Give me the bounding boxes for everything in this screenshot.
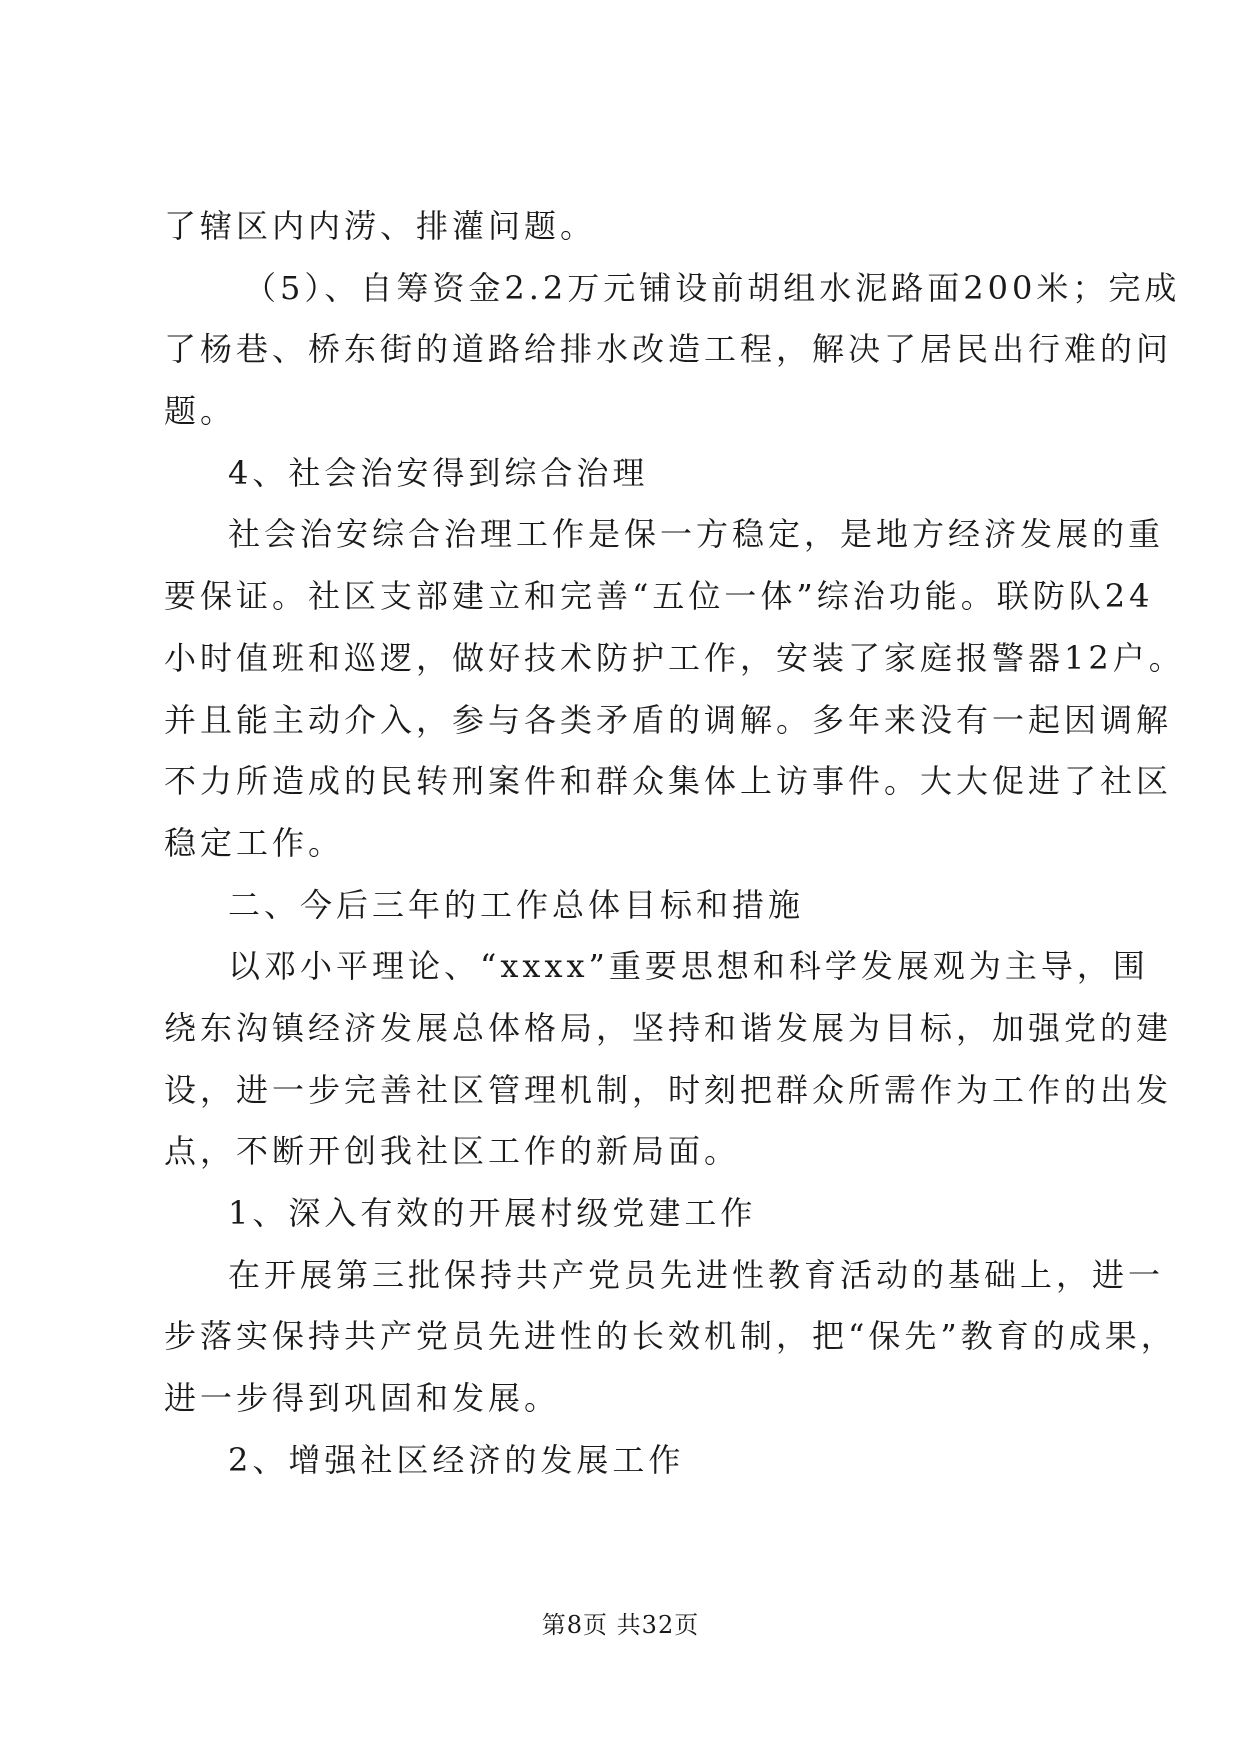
paragraph-line: 了杨巷、桥东街的道路给排水改造工程，解决了居民出行难的问 — [164, 330, 1173, 369]
document-body — [164, 196, 1185, 1491]
paragraph-line: 题。 — [164, 392, 237, 431]
section-heading: 二、今后三年的工作总体目标和措施 — [228, 885, 805, 924]
paragraph-line: （5）、自筹资金2.2万元铺设前胡组水泥路面200米；完成 — [244, 268, 1181, 307]
section-heading: 4、社会治安得到综合治理 — [228, 453, 649, 492]
section-heading: 2、增强社区经济的发展工作 — [228, 1440, 685, 1479]
paragraph-line: 进一步得到巩固和发展。 — [164, 1379, 561, 1418]
paragraph-line: 不力所造成的民转刑案件和群众集体上访事件。大大促进了社区 — [164, 762, 1173, 801]
paragraph-line: 了辖区内内涝、排灌问题。 — [164, 207, 597, 245]
section-heading: 1、深入有效的开展村级党建工作 — [228, 1194, 757, 1232]
paragraph-line: 社会治安综合治理工作是保一方稳定，是地方经济发展的重 — [228, 515, 1165, 554]
paragraph-line: 稳定工作。 — [164, 823, 345, 862]
paragraph-line: 点，不断开创我社区工作的新局面。 — [164, 1132, 741, 1171]
paragraph-line: 在开展第三批保持共产党员先进性教育活动的基础上，进一 — [228, 1255, 1165, 1294]
paragraph-line: 以邓小平理论、“xxxx”重要思想和科学发展观为主导，围 — [228, 947, 1149, 986]
paragraph-line: 绕东沟镇经济发展总体格局，坚持和谐发展为目标，加强党的建 — [164, 1008, 1173, 1047]
page-number-footer: 第8页 共32页 — [541, 1611, 700, 1639]
paragraph-line: 要保证。社区支部建立和完善“五位一体”综治功能。联防队24 — [164, 577, 1154, 616]
paragraph-line: 步落实保持共产党员先进性的长效机制，把“保先”教育的成果， — [164, 1317, 1177, 1356]
paragraph-line: 小时值班和巡逻，做好技术防护工作，安装了家庭报警器12户。 — [164, 638, 1185, 677]
paragraph-line: 并且能主动介入，参与各类矛盾的调解。多年来没有一起因调解 — [164, 700, 1173, 739]
paragraph-line: 设，进一步完善社区管理机制，时刻把群众所需作为工作的出发 — [164, 1070, 1173, 1109]
